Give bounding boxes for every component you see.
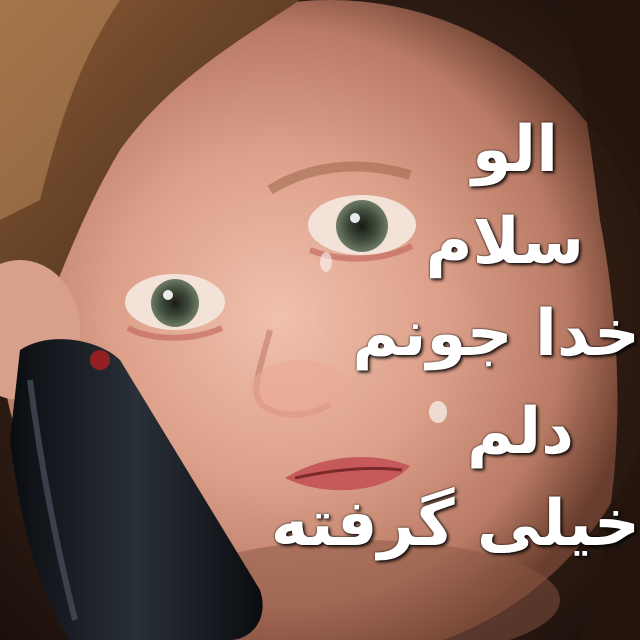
poem-line-2: سلام: [425, 205, 584, 279]
poem-line-5: خیلی گرفته: [270, 487, 640, 561]
poem-line-3: خدا جونم: [352, 297, 640, 371]
persian-poem-overlay: [270, 110, 640, 580]
poem-line-4: دلم: [466, 395, 574, 469]
poem-line-1: الو: [471, 113, 558, 187]
